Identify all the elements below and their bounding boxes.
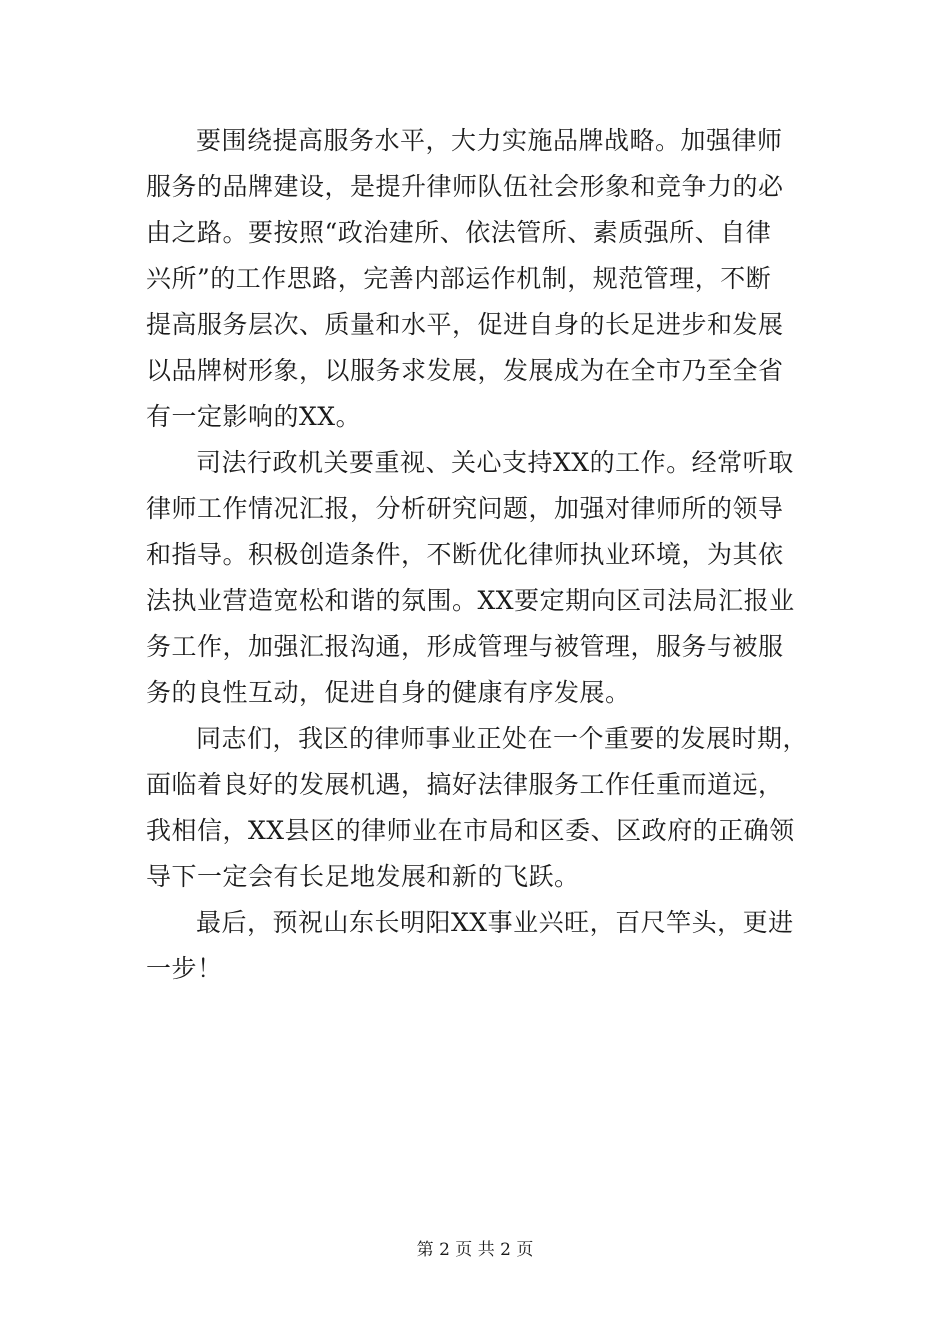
text-line: 导下一定会有长足地发展和新的飞跃。 xyxy=(146,862,580,891)
text-line: 务工作，加强汇报沟通，形成管理与被管理，服务与被服 xyxy=(146,632,784,661)
text-line: 由之路。要按照“政治建所、依法管所、素质强所、自律 xyxy=(146,218,772,247)
page-number-footer: 第 2 页 共 2 页 xyxy=(416,1240,534,1260)
text-line: 兴所”的工作思路，完善内部运作机制，规范管理，不断 xyxy=(146,264,772,293)
text-line: 提高服务层次、质量和水平，促进自身的长足进步和发展 xyxy=(146,310,784,339)
text-line: 同志们，我区的律师事业正处在一个重要的发展时期， xyxy=(196,724,809,753)
text-line: 律师工作情况汇报，分析研究问题，加强对律师所的领导 xyxy=(146,494,784,523)
text-line: 我相信，XX县区的律师业在市局和区委、区政府的正确领 xyxy=(146,816,795,845)
text-line: 要围绕提高服务水平，大力实施品牌战略。加强律师 xyxy=(196,126,783,155)
text-line: 服务的品牌建设，是提升律师队伍社会形象和竞争力的必 xyxy=(146,172,784,201)
text-line: 有一定影响的XX。 xyxy=(146,402,362,431)
text-line: 和指导。积极创造条件，不断优化律师执业环境，为其依 xyxy=(146,540,784,569)
text-line: 以品牌树形象，以服务求发展，发展成为在全市乃至全省 xyxy=(146,356,784,385)
text-line: 务的良性互动，促进自身的健康有序发展。 xyxy=(146,678,631,707)
text-line: 面临着良好的发展机遇，搞好法律服务工作任重而道远， xyxy=(146,770,784,799)
text-line: 法执业营造宽松和谐的氛围。XX要定期向区司法局汇报业 xyxy=(146,586,795,615)
text-line: 一步！ xyxy=(146,954,223,983)
text-line: 最后，预祝山东长明阳XX事业兴旺，百尺竿头，更进 xyxy=(196,908,794,937)
text-line: 司法行政机关要重视、关心支持XX的工作。经常听取 xyxy=(196,448,794,477)
